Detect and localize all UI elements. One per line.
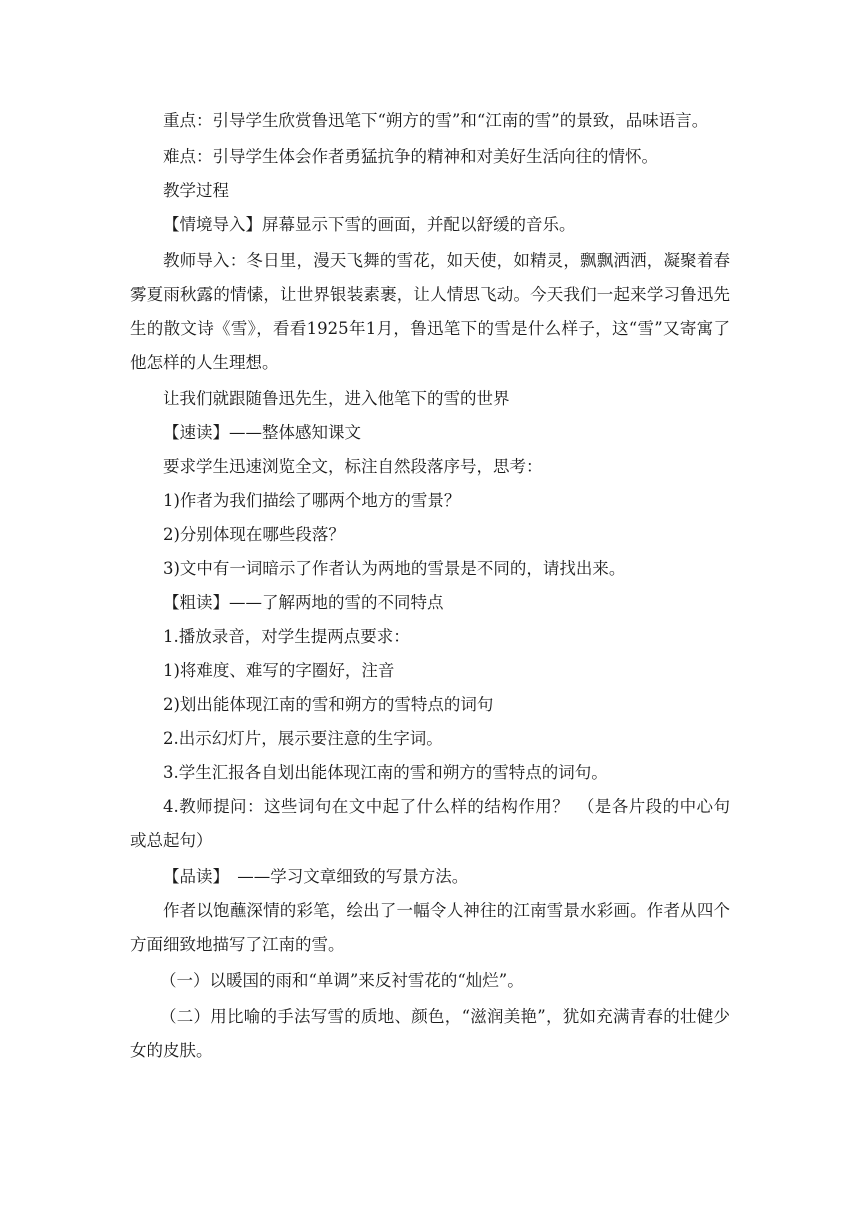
paragraph-question-1: 1)作者为我们描绘了哪两个地方的雪景？ [163, 491, 461, 510]
paragraph-key-point: 重点：引导学生欣赏鲁迅笔下“朔方的雪”和“江南的雪”的景致，品味语言。 [163, 111, 709, 130]
paragraph-rough-step-4: 4.教师提问：这些词句在文中起了什么样的结构作用？ （是各片段的中心句或总起句） [130, 797, 730, 850]
paragraph-rough-step-2: 2.出示幻灯片，展示要注意的生字词。 [163, 729, 443, 748]
paragraph-rough-step-1: 1.播放录音，对学生提两点要求： [163, 627, 410, 646]
paragraph-speed-reading-task: 要求学生迅速浏览全文，标注自然段落序号，思考： [163, 457, 543, 476]
paragraph-speed-reading: 【速读】——整体感知课文 [163, 423, 361, 442]
paragraph-rough-step-3: 3.学生汇报各自划出能体现江南的雪和朔方的雪特点的词句。 [163, 763, 608, 782]
paragraph-teacher-intro: 教师导入：冬日里，漫天飞舞的雪花，如天使，如精灵，飘飘洒洒，凝聚着春雾夏雨秋露的情愫，让世界银装素裹，让人情思飞动。今天我们一起来学习鲁迅先生的散文诗《雪》，看看1925年1月，鲁迅笔下的雪是什么样子，这“雪”又寄寓了他怎样的人生理想。 [130, 251, 730, 372]
paragraph-question-2: 2)分别体现在哪些段落？ [163, 525, 345, 544]
paragraph-rough-reading: 【粗读】——了解两地的雪的不同特点 [163, 593, 444, 612]
paragraph-rough-req-2: 2)划出能体现江南的雪和朔方的雪特点的词句 [163, 695, 494, 714]
paragraph-follow-lu-xun: 让我们就跟随鲁迅先生，进入他笔下的雪的世界 [163, 389, 510, 408]
paragraph-rough-req-1: 1)将难度、难写的字圈好，注音 [163, 661, 395, 680]
document-body [130, 104, 730, 1068]
paragraph-method-2: （二）用比喻的手法写雪的质地、颜色，“滋润美艳”，犹如充满青春的壮健少女的皮肤。 [130, 1007, 730, 1060]
paragraph-difficulty: 难点：引导学生体会作者勇猛抗争的精神和对美好生活向往的情怀。 [163, 147, 658, 166]
paragraph-close-reading: 【品读】 ——学习文章细致的写景方法。 [163, 867, 469, 886]
paragraph-question-3: 3)文中有一词暗示了作者认为两地的雪景是不同的，请找出来。 [163, 559, 626, 578]
paragraph-method-1: （一）以暖国的雨和“单调”来反衬雪花的“灿烂”。 [160, 971, 524, 990]
paragraph-intro-scene: 【情境导入】屏幕显示下雪的画面，并配以舒缓的音乐。 [163, 215, 576, 234]
paragraph-close-reading-desc: 作者以饱蘸深情的彩笔，绘出了一幅令人神往的江南雪景水彩画。作者从四个方面细致地描写了江南的雪。 [130, 901, 730, 954]
paragraph-teaching-process: 教学过程 [163, 181, 229, 200]
